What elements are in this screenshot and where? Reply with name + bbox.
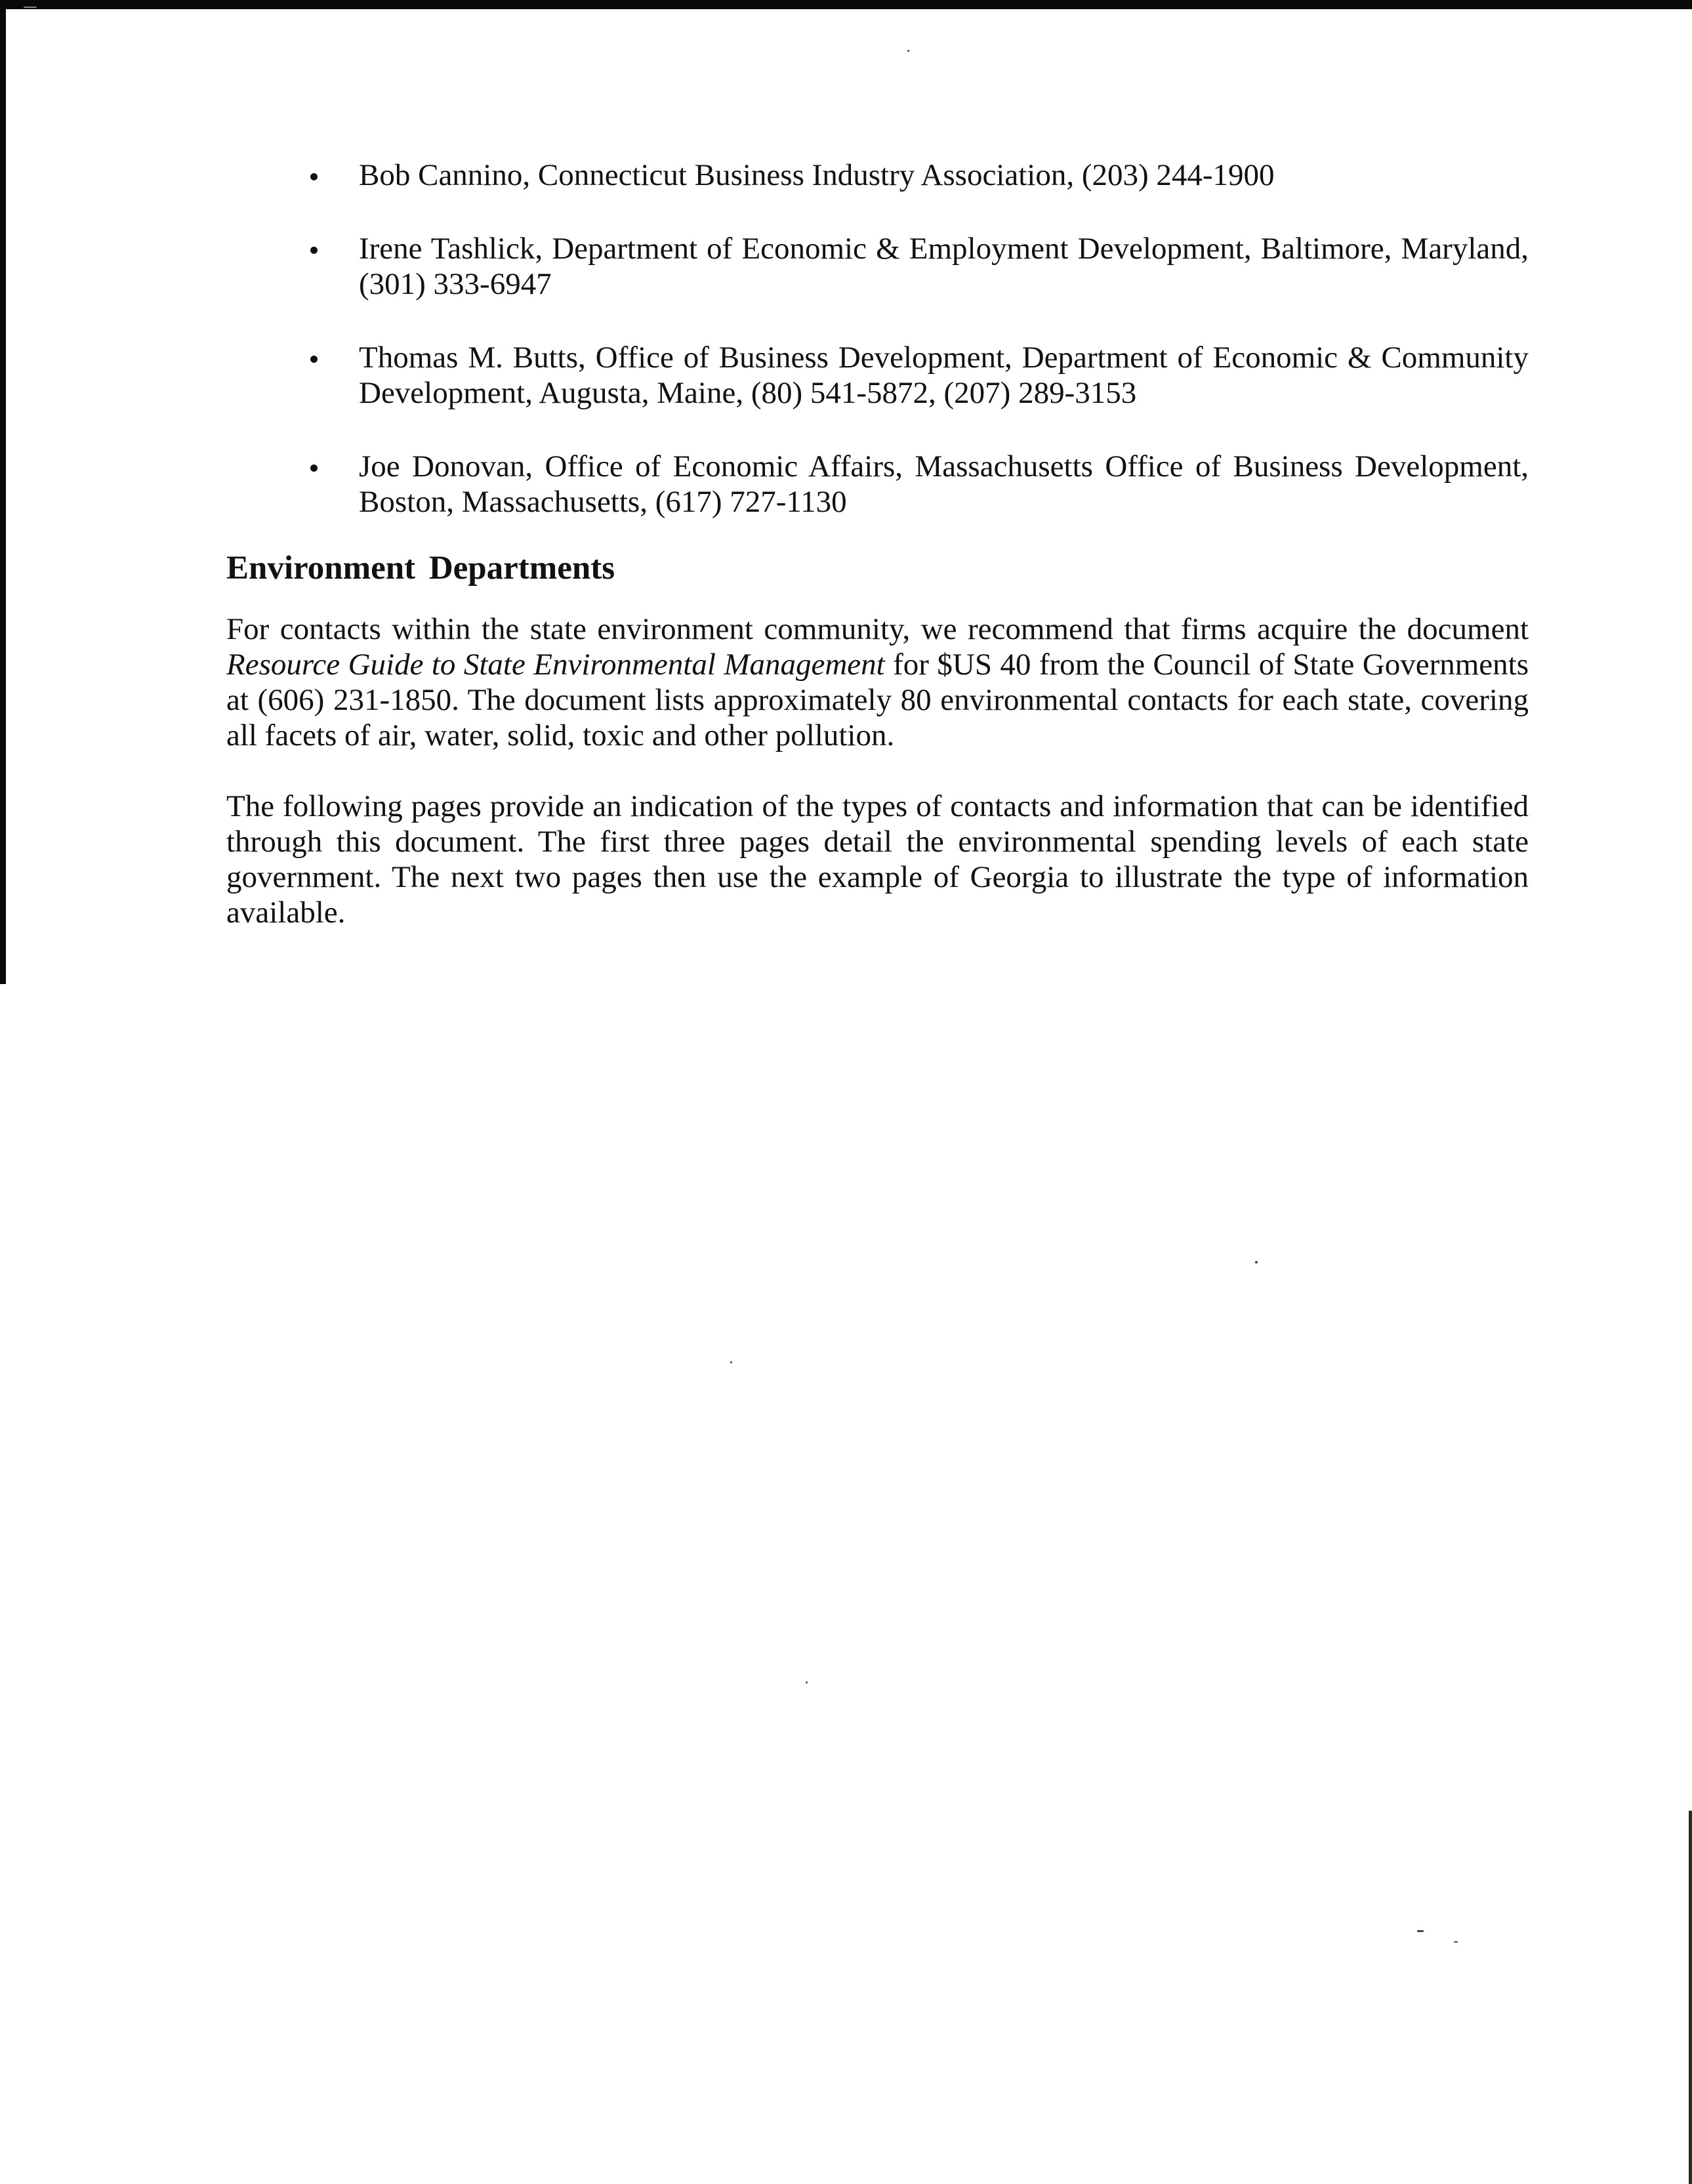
page-content [226,157,1529,930]
list-item [226,449,1529,520]
paragraph-text: For contacts within the state environment community, we recommend that firms acquire the document [226,612,1529,646]
scan-border-right [1689,1811,1692,2184]
scan-speck [907,50,909,52]
contact-list [226,157,1529,520]
scan-speck [1454,1941,1458,1943]
bullet-icon [310,464,318,472]
scan-border-left [0,0,6,984]
scan-border-top [0,0,1692,9]
contact-text: Joe Donovan, Office of Economic Affairs, Massachusetts Office of Business Development, Boston, Massachusetts, (617) 727-1130 [359,449,1529,519]
scan-speck [24,7,37,8]
contact-text: Thomas M. Butts, Office of Business Development, Department of Economic & Community Development, Augusta, Maine, (80) 541-5872, (207) 289-3153 [359,340,1529,410]
list-item [226,157,1529,193]
scan-speck [806,1681,808,1683]
list-item [226,340,1529,411]
scan-speck [730,1361,732,1363]
scan-speck [1255,1261,1258,1264]
scan-speck [1417,1930,1424,1932]
bullet-icon [310,247,318,254]
paragraph-environment-contacts [226,611,1529,753]
section-heading: Environment Departments [226,550,615,587]
paragraph-following-pages: The following pages provide an indication of the types of contacts and information that can be identified through this document. The first three pages detail the environmental spending levels of each state government. The next two pages then use the example of Georgia to illustrate the type of information available. [226,789,1529,930]
bullet-icon [310,173,318,180]
document-title: Resource Guide to State Environmental Management [226,648,885,682]
paragraph-text: for $US 40 from the Council of State Governments at (606) 231-1850. The document lists approximately 80 environmental contacts for each state, covering all facets of air, water, solid, toxic and other pollution. [226,648,1529,752]
contact-text: Irene Tashlick, Department of Economic & Employment Development, Baltimore, Maryland, (301) 333-6947 [359,232,1529,301]
bullet-icon [310,356,318,363]
list-item [226,231,1529,302]
contact-text: Bob Cannino, Connecticut Business Industry Association, (203) 244-1900 [359,158,1275,192]
